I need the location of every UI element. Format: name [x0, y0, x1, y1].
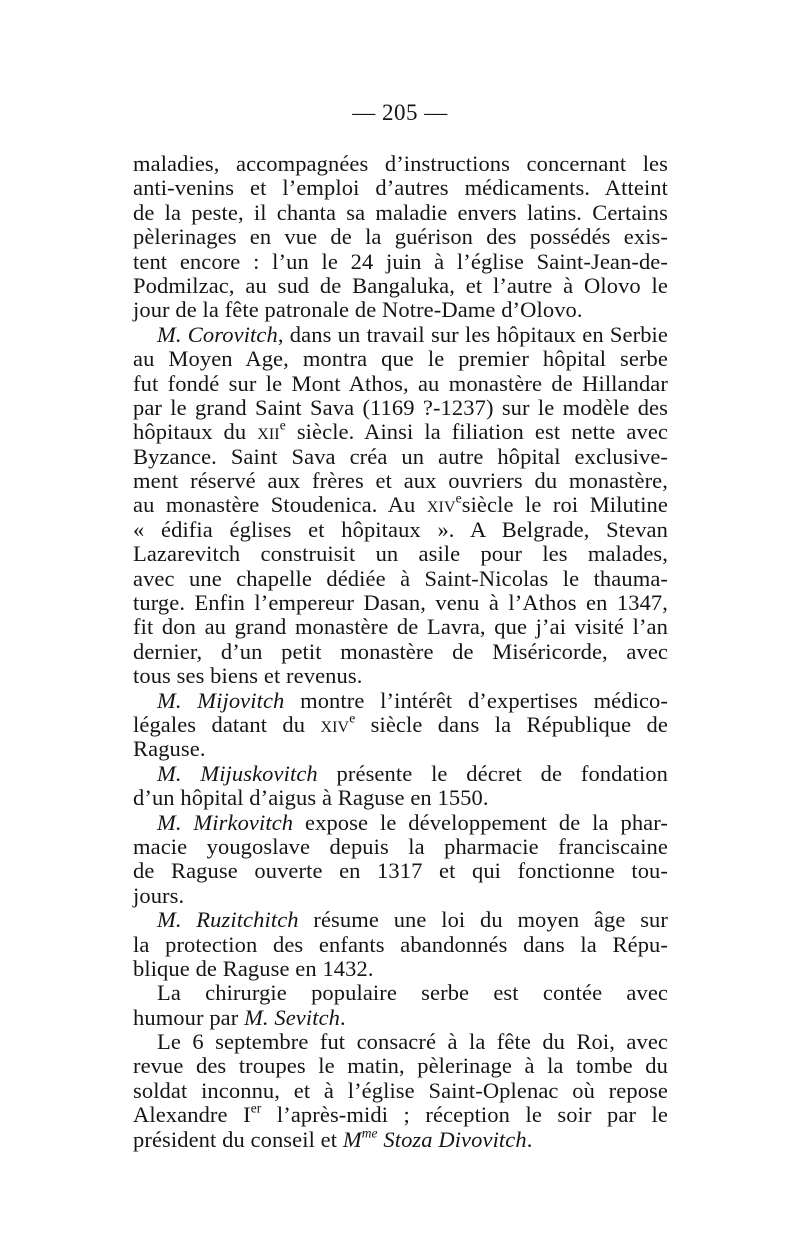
text-line: la protection des enfants abandonnés dans la Répu-: [133, 931, 668, 957]
text-line: au monastère Stoudenica. Au xiv$^e$siècle le roi Milutine: [133, 491, 668, 518]
text-line: turge. Enfin l’empereur Dasan, venu à l’Athos en 1347,: [133, 590, 668, 616]
text-line: Le 6 septembre fut consacré à la fête du Roi, avec: [157, 1029, 668, 1055]
text-line: de la peste, il chanta sa maladie envers latins. Certains: [133, 199, 668, 225]
text-line: M. Ruzitchitch résume une loi du moyen âge sur: [157, 907, 668, 933]
text-line: fut fondé sur le Mont Athos, au monastère de Hillandar: [133, 370, 668, 396]
text-line: M. Mijovitch montre l’intérêt d’expertises médico-: [157, 687, 668, 713]
text-line: La chirurgie populaire serbe est contée avec: [157, 980, 668, 1006]
text-line: macie yougoslave depuis la pharmacie franciscaine: [133, 833, 668, 859]
text-line: M. Mirkovitch expose le développement de la phar-: [157, 809, 668, 835]
text-line: tent encore : l’un le 24 juin à l’église Saint-Jean-de-: [133, 248, 668, 274]
text-line: jour de la fête patronale de Notre-Dame d’Olovo.: [133, 297, 583, 323]
text-line: M. Mijuskovitch présente le décret de fondation: [157, 760, 668, 786]
text-line: de Raguse ouverte en 1317 et qui fonctionne tou-: [133, 858, 668, 884]
text-line: ment réservé aux frères et aux ouvriers du monastère,: [133, 468, 668, 494]
text-line: au Moyen Age, montra que le premier hôpital serbe: [133, 346, 668, 372]
text-line: dernier, d’un petit monastère de Miséricorde, avec: [133, 638, 668, 664]
body-text: [133, 152, 668, 1152]
text-line: revue des troupes le matin, pèlerinage à la tombe du: [133, 1053, 668, 1079]
text-line: Alexandre Ier l’après-midi ; réception le soir par le: [133, 1100, 668, 1128]
text-line: anti-venins et l’emploi d’autres médicaments. Atteint: [133, 175, 668, 201]
text-line: avec une chapelle dédiée à Saint-Nicolas le thauma-: [133, 565, 668, 591]
text-line: par le grand Saint Sava (1169 ?-1237) sur le modèle des: [133, 394, 668, 420]
text-line: Podmilzac, au sud de Bangaluka, et l’autre à Olovo le: [133, 272, 668, 298]
text-line: tous ses biens et revenus.: [133, 663, 363, 689]
text-line: humour par M. Sevitch.: [133, 1004, 346, 1030]
text-line: d’un hôpital d’aigus à Raguse en 1550.: [133, 785, 489, 811]
text-line: légales datant du xiv$^e$ siècle dans la République de: [133, 710, 668, 737]
text-line: hôpitaux du xii$^e$ siècle. Ainsi la filiation est nette avec: [133, 417, 668, 445]
text-line: président du conseil et $M^{me}$ Stoza Divovitch.: [133, 1125, 533, 1152]
text-line: Raguse.: [133, 736, 206, 762]
text-line: jours.: [133, 882, 185, 908]
text-line: soldat inconnu, et à l’église Saint-Oplenac où repose: [133, 1077, 668, 1103]
text-line: « édifia églises et hôpitaux ». A Belgrade, Stevan: [133, 516, 668, 542]
text-line: fit don au grand monastère de Lavra, que j’ai visité l’an: [133, 614, 668, 640]
text-line: Byzance. Saint Sava créa un autre hôpital exclusive-: [133, 443, 668, 469]
text-line: maladies, accompagnées d’instructions concernant les: [133, 151, 668, 176]
page-number-header: — 205 —: [352, 100, 448, 125]
text-line: blique de Raguse en 1432.: [133, 955, 374, 981]
text-line: pèlerinages en vue de la guérison des possédés exis-: [133, 224, 668, 250]
text-line: Lazarevitch construisit un asile pour les malades,: [133, 541, 668, 567]
text-line: M. Corovitch, dans un travail sur les hôpitaux en Serbie: [157, 321, 668, 347]
